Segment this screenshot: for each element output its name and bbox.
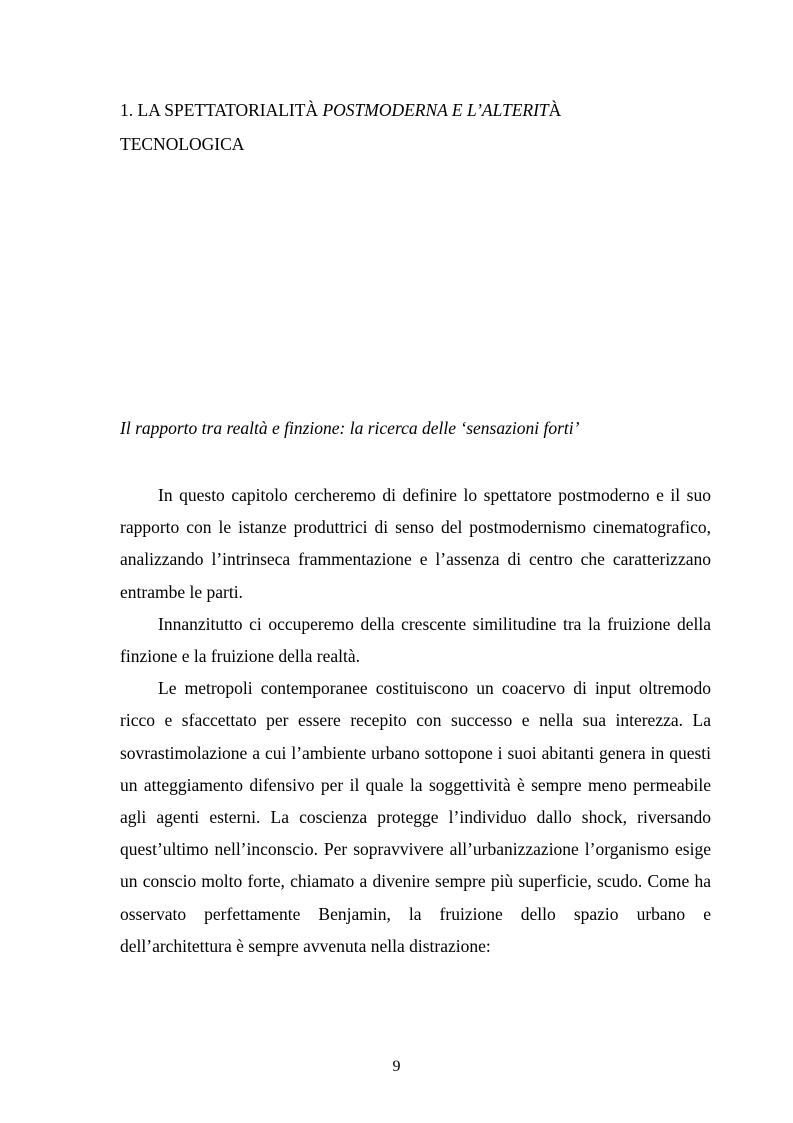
paragraph: In questo capitolo cercheremo di definire lo spettatore postmoderno e il suo rapporto con le istanze produttrici di senso del postmodernismo cinematografico, analizzando l’intrinseca frammentazione e l’assenza di centro che caratterizzano entrambe le parti. bbox=[120, 485, 711, 602]
body-text bbox=[120, 479, 711, 962]
chapter-title-accent: À bbox=[548, 100, 562, 120]
chapter-title-roman: 1. LA SPETTATORIALITÀ bbox=[120, 100, 323, 120]
paragraph: Innanzitutto ci occuperemo della crescente similitudine tra la fruizione della finzione e la fruizione della realtà. bbox=[120, 613, 711, 667]
page-number: 9 bbox=[392, 1058, 401, 1075]
chapter-title bbox=[120, 93, 720, 161]
section-heading: Il rapporto tra realtà e finzione: la ricerca delle ‘sensazioni forti’ bbox=[120, 418, 580, 438]
chapter-title-italic: POSTMODERNA E L’ALTERIT bbox=[322, 100, 549, 120]
paragraph: Le metropoli contemporanee costituiscono un coacervo di input oltremodo ricco e sfaccettato per essere recepito con successo e nella sua interezza. La sovrastimolazione a cui l’ambiente urbano sottopone i suoi abitanti genera in questi un atteggiamento difensivo per il quale la soggettività è sempre meno permeabile agli agenti esterni. La coscienza protegge l’individuo dallo shock, riversando quest’ultimo nell’inconscio. Per sopravvivere all’urbanizzazione l’organismo esige un conscio molto forte, chiamato a divenire sempre più superficie, scudo. Come ha osservato perfettamente Benjamin, la fruizione dello spazio urbano e dell’architettura è sempre avvenuta nella distrazione: bbox=[120, 678, 711, 956]
chapter-title-line2: TECNOLOGICA bbox=[120, 134, 245, 154]
